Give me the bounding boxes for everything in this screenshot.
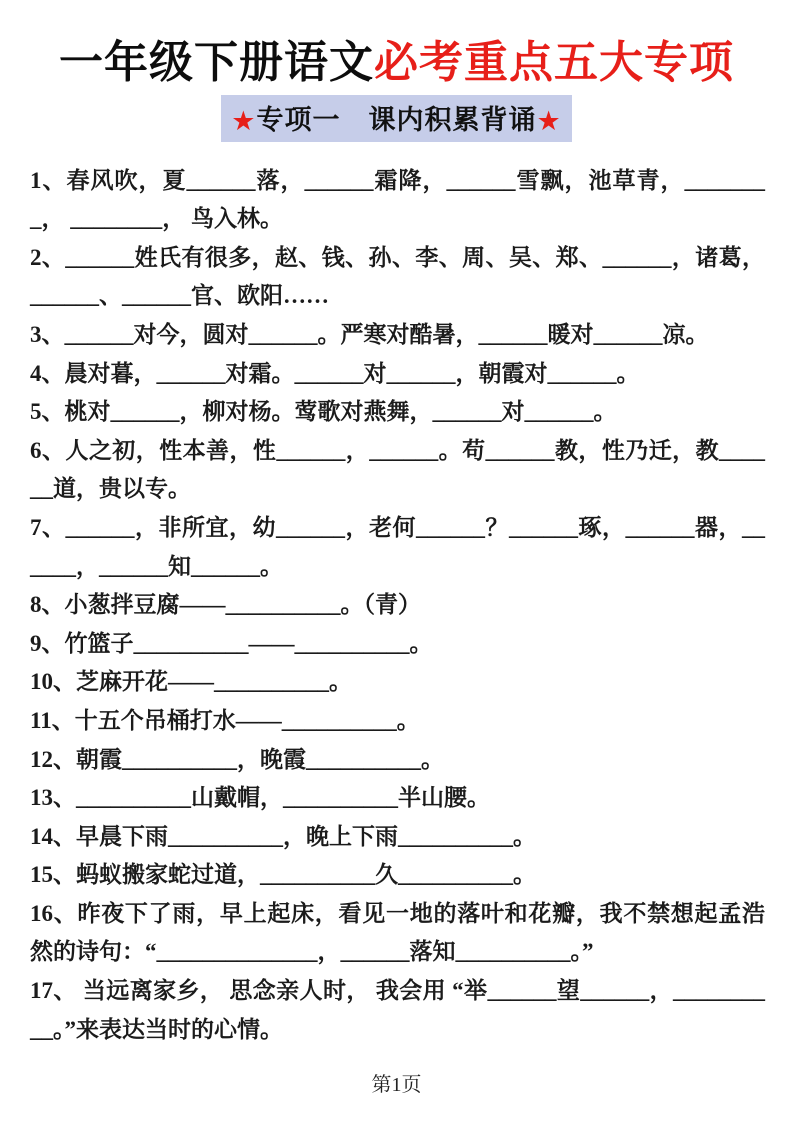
question-8: 8、小葱拌豆腐——__________。（青） (30, 592, 421, 618)
page-title-red: 必考重点五大专项 (374, 38, 734, 87)
question-3: 3、______对今，圆对______。严寒对酷暑，______暖对______凉。 (30, 321, 709, 347)
page-number: 第1页 (371, 1074, 422, 1096)
question-16: 16、昨夜下了雨，早上起床，看见一地的落叶和花瓣，我不禁想起孟浩然的诗句：“______________，______落知__________。” (30, 900, 765, 965)
question-2: 2、______姓氏有很多，赵、钱、孙、李、周、吴、郑、______，诸葛，______、______官、欧阳…… (30, 244, 765, 309)
question-12: 12、朝霞__________，晚霞__________。 (30, 746, 444, 772)
section-heading-text: 专项一 课内积累背诵 (256, 104, 537, 135)
page-title (0, 38, 793, 89)
question-11: 11、十五个吊桶打水——__________。 (30, 707, 420, 733)
star-icon-right: ★ (536, 105, 562, 136)
question-17: 17、 当远离家乡， 思念亲人时， 我会用 “举______望______，__________。”来表达当时的心情。 (30, 978, 765, 1042)
question-15: 15、蚂蚁搬家蛇过道，__________久__________。 (30, 862, 536, 888)
question-13: 13、__________山戴帽，__________半山腰。 (30, 785, 490, 811)
question-9: 9、竹篮子__________——__________。 (30, 630, 433, 656)
star-icon-left: ★ (231, 105, 257, 136)
section-heading (221, 95, 571, 142)
question-7: 7、______，非所宜，幼______，老何______？______琢，______器，______，______知______。 (30, 514, 765, 579)
question-5: 5、桃对______，柳对杨。莺歌对燕舞，______对______。 (30, 399, 617, 425)
question-14: 14、早晨下雨__________，晚上下雨__________。 (30, 823, 536, 849)
question-10: 10、芝麻开花——__________。 (30, 669, 352, 695)
question-list (0, 156, 793, 1050)
section-heading-row (0, 95, 793, 142)
question-6: 6、人之初，性本善，性______，______。苟______教，性乃迁，教______道，贵以专。 (30, 437, 765, 502)
question-4: 4、晨对暮，______对霜。______对______，朝霞对______。 (30, 360, 640, 386)
question-1: 1、春风吹，夏______落，______霜降，______雪飘，池草青，________， ________， 鸟入林。 (30, 167, 765, 232)
page-title-black: 一年级下册语文 (59, 38, 374, 87)
